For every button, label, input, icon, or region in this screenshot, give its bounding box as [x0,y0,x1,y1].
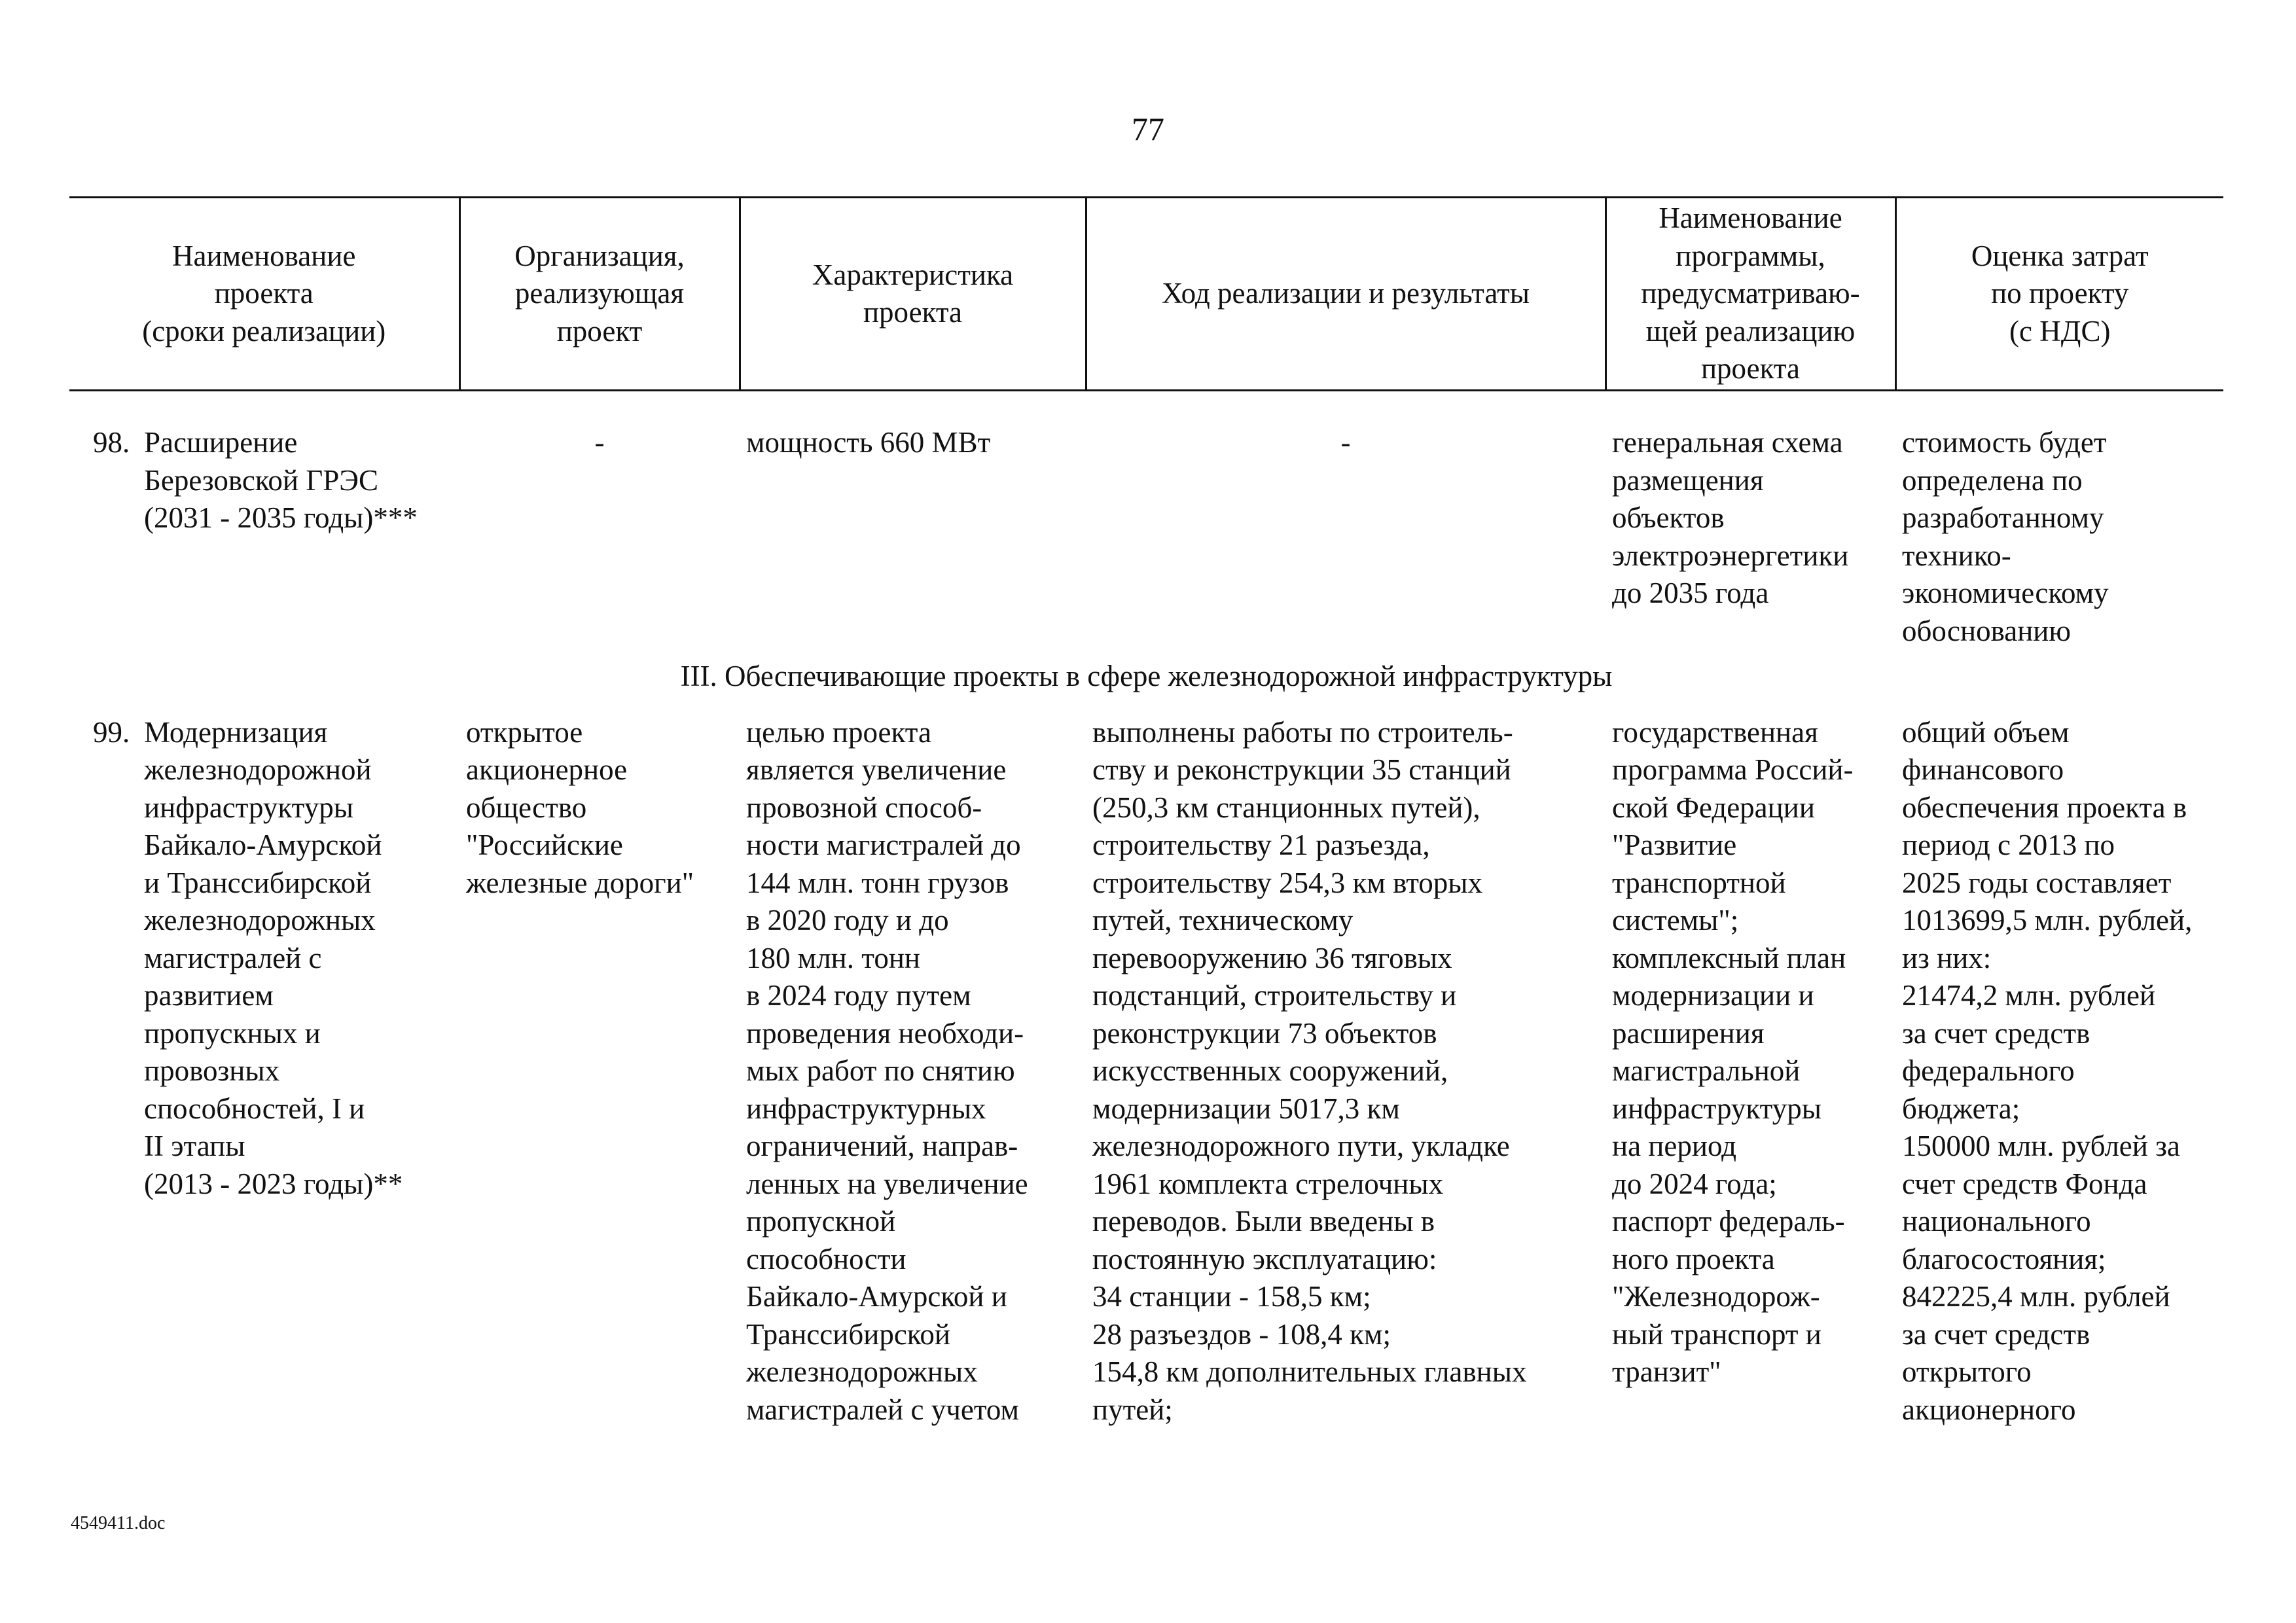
text-line: открытое [466,715,583,749]
text-line: искусственных сооружений, [1092,1054,1448,1087]
table-row-99 [69,714,2223,1429]
projects-table [69,196,2223,1429]
text-line: ленных на увеличение [746,1167,1028,1200]
text-line: генеральная схема [1612,426,1843,459]
text-line: инфраструктуры [144,791,353,824]
text-line: из них: [1902,941,1992,974]
text-line: "Развитие [1612,829,1737,861]
text-line: магистралей с учетом [746,1393,1020,1426]
text-line: акционерное [466,753,628,786]
text-line: железнодорожного пути, укладке [1092,1130,1510,1162]
text-line: Транссибирской [746,1317,950,1351]
header-text-line: Организация, [514,239,685,272]
header-text-line: по проекту [1991,277,2129,310]
text-line: 154,8 км дополнительных главных [1092,1355,1527,1388]
text-line: пропускной [746,1205,896,1238]
text-line: до 2024 года; [1612,1167,1777,1200]
text-line: стоимость будет [1902,426,2107,459]
text-line: (2013 - 2023 годы)** [144,1167,403,1200]
text-line: модернизации 5017,3 км [1092,1092,1400,1125]
header-text-line: проекта [863,296,963,329]
text-line: провозной способ- [746,791,982,824]
text-line: ограничений, направ- [746,1130,1018,1162]
text-line: 150000 млн. рублей за [1902,1130,2180,1162]
text-line: разработанному [1902,501,2104,534]
row99-progress [1086,714,1605,1429]
text-line: финансового [1902,753,2064,786]
text-line: железнодорожной [144,753,372,786]
text-line: - [594,426,605,459]
text-line: размещения [1612,463,1764,497]
header-text-line: Наименование [172,239,356,272]
text-line: инфраструктурных [746,1092,986,1125]
row99-name-cell [69,714,459,1429]
header-organization [459,198,740,391]
text-line: в 2020 году и до [746,904,949,936]
text-line: объектов [1612,501,1725,534]
text-line: является увеличение [746,753,1007,786]
row99-program [1605,714,1895,1429]
text-line: Березовской ГРЭС [144,463,378,497]
text-line: железнодорожных [144,904,376,936]
text-line: - [1340,426,1351,459]
text-line: подстанций, строительству и [1092,979,1457,1012]
text-line: переводов. Были введены в [1092,1205,1435,1238]
text-line: государственная [1612,715,1818,749]
row98-program [1605,424,1895,650]
text-line: 21474,2 млн. рублей [1902,979,2156,1012]
text-line: магистралей с [144,941,322,974]
text-line: строительству 21 разъезда, [1092,829,1430,861]
text-line: бюджета; [1902,1092,2020,1125]
row99-cost [1895,714,2223,1429]
text-line: способностей, I и [144,1092,365,1125]
header-text-line: программы, [1676,239,1825,272]
text-line: на период [1612,1130,1737,1162]
row98-name-cell [69,424,459,650]
text-line: реконструкции 73 объектов [1092,1016,1437,1050]
section-title: III. Обеспечивающие проекты в сфере железнодорожной инфраструктуры [680,660,1613,692]
header-text-line: Характеристика [812,258,1014,291]
text-line: 180 млн. тонн [746,941,921,974]
text-line: 1013699,5 млн. рублей, [1902,904,2193,936]
text-line: за счет средств [1902,1016,2090,1050]
text-line: до 2035 года [1612,577,1769,609]
project-name [144,714,453,1204]
header-project-name [69,198,459,391]
text-line: инфраструктуры [1612,1092,1821,1125]
section-row [69,650,2223,714]
text-line: транспортной [1612,866,1786,899]
text-line: путей, техническому [1092,904,1354,936]
header-text-line: щей реализацию [1645,314,1856,348]
text-line: общий объем [1902,715,2070,749]
text-line: электроэнергетики [1612,539,1849,572]
text-line: 842225,4 млн. рублей [1902,1280,2170,1313]
text-line: пропускных и [144,1016,321,1050]
text-line: 34 станции - 158,5 км; [1092,1280,1371,1313]
row98-organization [459,424,740,650]
text-line: технико- [1902,539,2011,572]
text-line: обоснованию [1902,614,2071,647]
text-line: общество [466,791,587,824]
footer-filename: 4549411.doc [71,1513,166,1533]
header-cost [1895,198,2223,391]
text-line: проведения необходи- [746,1016,1024,1050]
header-text-line: Оценка затрат [1971,239,2149,272]
header-characteristic [740,198,1086,391]
text-line: выполнены работы по строитель- [1092,715,1513,749]
header-text-line: предусматриваю- [1641,277,1860,310]
text-line: постоянную эксплуатацию: [1092,1242,1437,1275]
header-text-line: (с НДС) [2009,314,2111,348]
text-line: 1961 комплекта стрелочных [1092,1167,1444,1200]
text-line: мощность 660 МВт [746,426,991,459]
text-line: модернизации и [1612,979,1814,1012]
row-number: 98. [93,426,130,459]
text-line: мых работ по снятию [746,1054,1015,1087]
text-line: (250,3 км станционных путей), [1092,791,1480,824]
text-line: магистральной [1612,1054,1801,1087]
text-line: федерального [1902,1054,2075,1087]
text-line: расширения [1612,1016,1765,1050]
text-line: определена по [1902,463,2083,497]
header-text-line: (сроки реализации) [142,314,386,348]
header-program [1605,198,1895,391]
text-line: "Российские [466,829,623,861]
text-line: "Железнодорож- [1612,1280,1820,1313]
text-line: развитием [144,979,274,1012]
project-name [144,424,453,537]
text-line: Байкало-Амурской и [746,1280,1007,1313]
text-line: благосостояния; [1902,1242,2106,1275]
text-line: железные дороги" [466,866,694,899]
table-header-row [69,198,2223,391]
text-line: системы"; [1612,904,1739,936]
text-line: 2025 годы составляет [1902,866,2172,899]
text-line: национального [1902,1205,2091,1238]
row99-organization [459,714,740,1429]
text-line: ской Федерации [1612,791,1815,824]
table-row-98 [69,424,2223,650]
text-line: провозных [144,1054,280,1087]
text-line: Расширение [144,426,298,459]
text-line: в 2024 году путем [746,979,971,1012]
page-number: 77 [1132,111,1164,147]
row98-progress [1086,424,1605,650]
text-line: паспорт федераль- [1612,1205,1845,1238]
text-line: акционерного [1902,1393,2076,1426]
text-line: за счет средств [1902,1317,2090,1351]
text-line: путей; [1092,1393,1173,1426]
row98-cost [1895,424,2223,650]
text-line: программа Россий- [1612,753,1854,786]
table-spacer [69,391,2223,425]
text-line: ности магистралей до [746,829,1021,861]
text-line: открытого [1902,1355,2032,1388]
text-line: и Транссибирской [144,866,372,899]
text-line: (2031 - 2035 годы)*** [144,501,418,534]
header-text-line: проекта [1700,352,1801,385]
header-text-line: проекта [214,277,314,310]
text-line: обеспечения проекта в [1902,791,2187,824]
text-line: перевооружению 36 тяговых [1092,941,1452,974]
text-line: строительству 254,3 км вторых [1092,866,1483,899]
header-text-line: реализующая [514,277,685,310]
text-line: способности [746,1242,906,1275]
row-number: 99. [93,715,130,749]
text-line: II этапы [144,1130,245,1162]
text-line: ного проекта [1612,1242,1775,1275]
text-line: Модернизация [144,715,328,749]
text-line: ству и реконструкции 35 станций [1092,753,1511,786]
header-text-line: Наименование [1659,202,1842,235]
text-line: транзит" [1612,1355,1721,1388]
row98-characteristic [740,424,1086,650]
text-line: ный транспорт и [1612,1317,1821,1351]
text-line: 144 млн. тонн грузов [746,866,1009,899]
header-text-line: Ход реализации и результаты [1161,277,1530,310]
text-line: экономическому [1902,577,2109,609]
text-line: Байкало-Амурской [144,829,382,861]
header-progress [1086,198,1605,391]
text-line: целью проекта [746,715,931,749]
text-line: счет средств Фонда [1902,1167,2147,1200]
row99-characteristic [740,714,1086,1429]
text-line: период с 2013 по [1902,829,2115,861]
text-line: 28 разъездов - 108,4 км; [1092,1317,1391,1351]
header-text-line: проект [556,314,643,348]
text-line: комплексный план [1612,941,1846,974]
text-line: железнодорожных [746,1355,978,1388]
